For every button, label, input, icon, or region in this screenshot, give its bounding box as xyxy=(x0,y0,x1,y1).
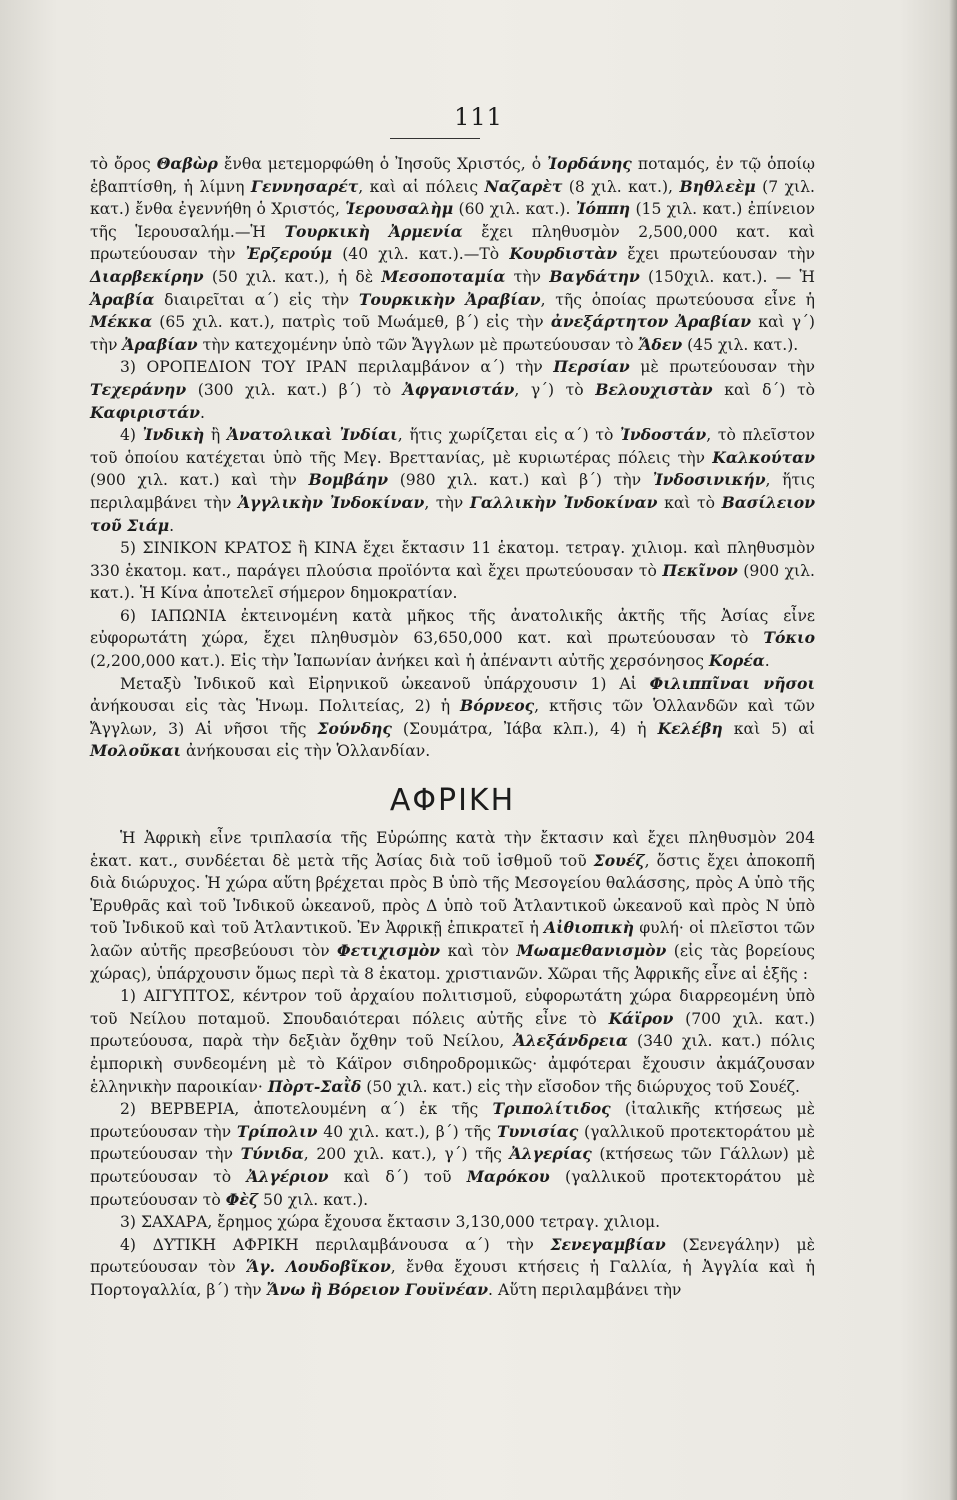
emphasized-term: Κορέα xyxy=(708,651,765,671)
emphasized-term: Ἄνω ἢ Βόρειον Γουϊνέαν xyxy=(266,1279,489,1299)
emphasized-term: Διαρβεκίρην xyxy=(90,266,204,286)
emphasized-term: Ἀραβία xyxy=(90,289,155,309)
emphasized-term: Τουρκικὴν Ἀραβίαν xyxy=(358,289,541,309)
emphasized-term: Ἀλεξάνδρεια xyxy=(513,1031,628,1051)
section-title: ΑΦΡΙΚΗ xyxy=(389,783,516,819)
emphasized-term: Ἰνδικὴ xyxy=(142,425,205,445)
emphasized-term: Βασίλειον τοῦ Σιάμ xyxy=(90,492,816,535)
emphasized-term: ἀνεξάρτητον Ἀραβίαν xyxy=(550,312,752,332)
emphasized-term: Βόρνεος xyxy=(460,696,535,716)
emphasized-term: Ναζαρὲτ xyxy=(484,176,563,196)
emphasized-term: Ἀγγλικὴν Ἰνδοκίναν xyxy=(237,492,425,512)
paragraph: 5) ΣΙΝΙΚΟΝ ΚΡΑΤΟΣ ἢ ΚΙΝΑ ἔχει ἔκτασιν 11 ἑκατομ. τετραγ. χιλιομ. καὶ πληθυσμὸν 330 ἑκατομ. κατ., παράγει πλούσια προϊόντα καὶ ἔχει πρωτεύουσαν τὸ Πεκῖνον (900 χιλ. κατ.). Ἡ Κίνα ἀποτελεῖ σήμερον δημοκρατίαν. xyxy=(90,539,816,603)
paragraph: 6) ΙΑΠΩΝΙΑ ἐκτεινομένη κατὰ μῆκος τῆς ἀνατολικῆς ἀκτῆς τῆς Ἀσίας εἶνε εὐφορωτάτη χώρα, ἔχει πληθυσμὸν 63,650,000 κατ. καὶ πρωτεύουσαν τὸ Τόκιο (2,200,000 κατ.). Εἰς τὴν Ἰαπωνίαν ἀνήκει καὶ ἡ ἀπέναντι αὐτῆς χερσόνησος Κορέα. xyxy=(90,606,815,671)
paragraph: 1) ΑΙΓΥΠΤΟΣ, κέντρον τοῦ ἀρχαίου πολιτισμοῦ, εὐφορωτάτη χώρα διαρρεομένη ὑπὸ τοῦ Νείλου ποταμοῦ. Σπουδαιότεραι πόλεις αὐτῆς εἶνε τὸ Κάϊρον (700 χιλ. κατ.) πρωτεύουσα, παρὰ τὴν δεξιὰν ὄχθην τοῦ Νείλου, Ἀλεξάνδρεια (340 χιλ. κατ.) πόλις ἐμπορικὴ συνδεομένη μὲ τὸ Κάϊρον σιδηροδρομικῶς· ἀμφότεραι ἔχουσιν ἀκμάζουσαν ἑλληνικὴν παροικίαν· Πὸρτ-Σαῒδ (50 χιλ. κατ.) εἰς τὴν εἴσοδον τῆς διώρυχος τοῦ Σουέζ. xyxy=(90,987,815,1096)
emphasized-term: Σουέζ xyxy=(593,850,645,870)
paragraph: 3) ΣΑΧΑΡΑ, ἔρημος χώρα ἔχουσα ἔκτασιν 3,130,000 τετραγ. χιλιομ. xyxy=(120,1213,661,1232)
page-number-rule xyxy=(390,138,480,139)
emphasized-term: Κουρδιστὰν xyxy=(509,244,618,264)
paragraph: 2) ΒΕΡΒΕΡΙΑ, ἀποτελουμένη α΄) ἐκ τῆς Τριπολίτιδος (ἰταλικῆς κτήσεως μὲ πρωτεύουσαν τὴν Τρίπολιν 40 χιλ. κατ.), β΄) τῆς Τυνισίας (γαλλικοῦ προτεκτοράτου μὲ πρωτεύουσαν τὴν Τύνιδα, 200 χιλ. κατ.), γ΄) τῆς Ἀλγερίας (κτήσεως τῶν Γάλλων) μὲ πρωτεύουσαν τὸ Ἀλγέριον καὶ δ΄) τοῦ Μαρόκου (γαλλικοῦ προτεκτοράτου μὲ πρωτεύουσαν τὸ Φὲζ 50 χιλ. κατ.). xyxy=(90,1099,816,1209)
emphasized-term: Καλκούταν xyxy=(712,447,815,467)
emphasized-term: Κάϊρον xyxy=(608,1008,674,1028)
page-number: 111 xyxy=(454,103,503,131)
emphasized-term: Ἀραβίαν xyxy=(122,334,198,354)
emphasized-term: Ἀφγανιστάν xyxy=(402,379,515,399)
paragraph: 4) Ἰνδικὴ ἢ Ἀνατολικαὶ Ἰνδίαι, ἥτις χωρίζεται εἰς α΄) τὸ Ἰνδοστάν, τὸ πλεῖστον τοῦ ὁποίου κατέχεται ὑπὸ τῆς Μεγ. Βρεττανίας, μὲ κυριωτέρας πόλεις τὴν Καλκούταν (900 χιλ. κατ.) καὶ τὴν Βομβάην (980 χιλ. κατ.) καὶ β΄) τὴν Ἰνδοσινικήν, ἥτις περιλαμβάνει τὴν Ἀγγλικὴν Ἰνδοκίναν, τὴν Γαλλικὴν Ἰνδοκίναν καὶ τὸ Βασίλειον τοῦ Σιάμ. xyxy=(90,425,816,535)
emphasized-term: Μολοῦκαι xyxy=(90,741,182,761)
paragraph: Μεταξὺ Ἰνδικοῦ καὶ Εἰρηνικοῦ ὠκεανοῦ ὑπάρχουσιν 1) Αἱ Φιλιππῖναι νῆσοι ἀνήκουσαι εἰς τὰς Ἡνωμ. Πολιτείας, 2) ἡ Βόρνεος, κτῆσις τῶν Ὁλλανδῶν καὶ τῶν Ἄγγλων, 3) Αἱ νῆσοι τῆς Σούνδης (Σουμάτρα, Ἰάβα κλπ.), 4) ἡ Κελέβη καὶ 5) αἱ Μολοῦκαι ἀνήκουσαι εἰς τὴν Ὁλλανδίαν. xyxy=(90,673,815,761)
emphasized-term: Τύνιδα xyxy=(240,1144,304,1164)
emphasized-term: Ἐρζερούμ xyxy=(245,244,333,264)
emphasized-term: Βελουχιστὰν xyxy=(595,379,713,399)
emphasized-term: Ἅγ. Λουδοβῖκον xyxy=(246,1257,391,1277)
body-text xyxy=(90,153,815,1302)
emphasized-term: Ἰόππη xyxy=(575,199,631,219)
emphasized-term: Ἰνδοστάν xyxy=(620,425,707,445)
emphasized-term: Αἰθιοπικὴ xyxy=(544,918,635,938)
emphasized-term: Ἀνατολικαὶ Ἰνδίαι xyxy=(226,425,398,445)
emphasized-term: Μωαμεθανισμὸν xyxy=(516,941,667,960)
emphasized-term: Τεχεράνην xyxy=(90,379,187,399)
emphasized-term: Περσίαν xyxy=(553,357,630,377)
emphasized-term: Μαρόκου xyxy=(466,1166,550,1186)
emphasized-term: Τουρκικὴ Ἀρμενία xyxy=(284,221,463,241)
emphasized-term: Τρίπολιν xyxy=(236,1121,318,1141)
emphasized-term: Ἀλγερίας xyxy=(509,1144,592,1164)
emphasized-term: Φετιχισμὸν xyxy=(337,941,441,960)
emphasized-term: Μέκκα xyxy=(90,312,153,332)
emphasized-term: Σούνδης xyxy=(317,718,392,738)
paragraph: 4) ΔΥΤΙΚΗ ΑΦΡΙΚΗ περιλαμβάνουσα α΄) τὴν Σενεγαμβίαν (Σενεγάλην) μὲ πρωτεύουσαν τὸν Ἅγ. Λουδοβῖκον, ἔνθα ἔχουσι κτήσεις ἡ Γαλλία, ἡ Ἀγγλία καὶ ἡ Πορτογαλλία, β΄) τὴν Ἄνω ἢ Βόρειον Γουϊνέαν. Αὕτη περιλαμβάνει τὴν xyxy=(90,1234,815,1299)
emphasized-term: Γαλλικὴν Ἰνδοκίναν xyxy=(469,492,658,512)
emphasized-term: Βηθλεὲμ xyxy=(679,176,756,196)
page-edge-shadow xyxy=(949,0,957,1500)
emphasized-term: Πὸρτ-Σαῒδ xyxy=(267,1076,362,1096)
emphasized-term: Γεννησαρέτ xyxy=(250,176,359,196)
emphasized-term: Ἀλγέριον xyxy=(246,1166,329,1186)
emphasized-term: Τυνισίας xyxy=(496,1121,579,1141)
paragraph: 3) ΟΡΟΠΕΔΙΟΝ ΤΟΥ ΙΡΑΝ περιλαμβάνον α΄) τὴν Περσίαν μὲ πρωτεύουσαν τὴν Τεχεράνην (300 χιλ. κατ.) β΄) τὸ Ἀφγανιστάν, γ΄) τὸ Βελουχιστὰν καὶ δ΄) τὸ Καφιριστάν. xyxy=(90,357,815,422)
emphasized-term: Τόκιο xyxy=(763,628,815,648)
emphasized-term: Ἄδεν xyxy=(638,334,683,354)
emphasized-term: Πεκῖνον xyxy=(662,560,738,580)
emphasized-term: Κελέβη xyxy=(657,718,723,738)
emphasized-term: Φὲζ xyxy=(225,1189,259,1209)
emphasized-term: Καφιριστάν xyxy=(90,402,200,422)
emphasized-term: Φιλιππῖναι νῆσοι xyxy=(649,673,815,693)
paragraph: Ἡ Ἀφρικὴ εἶνε τριπλασία τῆς Εὐρώπης κατὰ τὴν ἔκτασιν καὶ ἔχει πληθυσμὸν 204 ἑκατ. κατ., συνδέεται δὲ μετὰ τῆς Ἀσίας διὰ τοῦ ἰσθμοῦ τοῦ Σουέζ, ὅστις ἔχει ἀποκοπῆ διὰ διώρυχος. Ἡ χώρα αὕτη βρέχεται πρὸς Β ὑπὸ τῆς Μεσογείου θαλάσσης, πρὸς Α ὑπὸ τῆς Ἐρυθρᾶς καὶ τοῦ Ἰνδικοῦ ὠκεανοῦ, πρὸς Δ ὑπὸ τοῦ Ἀτλαντικοῦ ὠκεανοῦ καὶ πρὸς Ν ὑπὸ τοῦ Ἰνδικοῦ καὶ τοῦ Ἀτλαντικοῦ. Ἐν Ἀφρικῇ ἐπικρατεῖ ἡ Αἰθιοπικὴ φυλή· οἱ πλεῖστοι τῶν λαῶν αὐτῆς πρεσβεύουσι τὸν Φετιχισμὸν καὶ τὸν Μωαμεθανισμὸν (εἰς τὰς βορείους χώρας), ὑπάρχουσιν ὅμως περὶ τὰ 8 ἑκατομ. χριστιανῶν. Χῶραι τῆς Ἀφρικῆς εἶνε αἱ ἑξῆς : xyxy=(90,829,815,983)
emphasized-term: Τριπολίτιδος xyxy=(492,1099,611,1119)
emphasized-term: Σενεγαμβίαν xyxy=(550,1234,666,1254)
paragraph: τὸ ὄρος Θαβὼρ ἔνθα μετεμορφώθη ὁ Ἰησοῦς Χριστός, ὁ Ἰορδάνης ποταμός, ἐν τῷ ὁποίῳ ἐβαπτίσθη, ἡ λίμνη Γεννησαρέτ, καὶ αἱ πόλεις Ναζαρὲτ (8 χιλ. κατ.), Βηθλεὲμ (7 χιλ. κατ.) ἔνθα ἐγεννήθη ὁ Χριστός, Ἱερουσαλὴμ (60 χιλ. κατ.). Ἰόππη (15 χιλ. κατ.) ἐπίνειον τῆς Ἱερουσαλήμ.—Ἡ Τουρκικὴ Ἀρμενία ἔχει πληθυσμὸν 2,500,000 κατ. καὶ πρωτεύουσαν τὴν Ἐρζερούμ (40 χιλ. κατ.).—Τὸ Κουρδιστὰν ἔχει πρωτεύουσαν τὴν Διαρβεκίρην (50 χιλ. κατ.), ἡ δὲ Μεσοποταμία τὴν Βαγδάτην (150χιλ. κατ.). — Ἡ Ἀραβία διαιρεῖται α΄) εἰς τὴν Τουρκικὴν Ἀραβίαν, τῆς ὁποίας πρωτεύουσα εἶνε ἡ Μέκκα (65 χιλ. κατ.), πατρὶς τοῦ Μωάμεθ, β΄) εἰς τὴν ἀνεξάρτητον Ἀραβίαν καὶ γ΄) τὴν Ἀραβίαν τὴν κατεχομένην ὑπὸ τῶν Ἄγγλων μὲ πρωτεύουσαν τὸ Ἄδεν (45 χιλ. κατ.). xyxy=(90,154,816,354)
emphasized-term: Μεσοποταμία xyxy=(381,266,506,286)
emphasized-term: Θαβὼρ xyxy=(156,154,218,173)
emphasized-term: Ἰορδάνης xyxy=(547,154,632,173)
emphasized-term: Ἱερουσαλὴμ xyxy=(345,199,454,219)
emphasized-term: Βομβάην xyxy=(308,470,389,490)
emphasized-term: Ἰνδοσινικήν xyxy=(652,470,766,490)
emphasized-term: Βαγδάτην xyxy=(549,266,640,286)
